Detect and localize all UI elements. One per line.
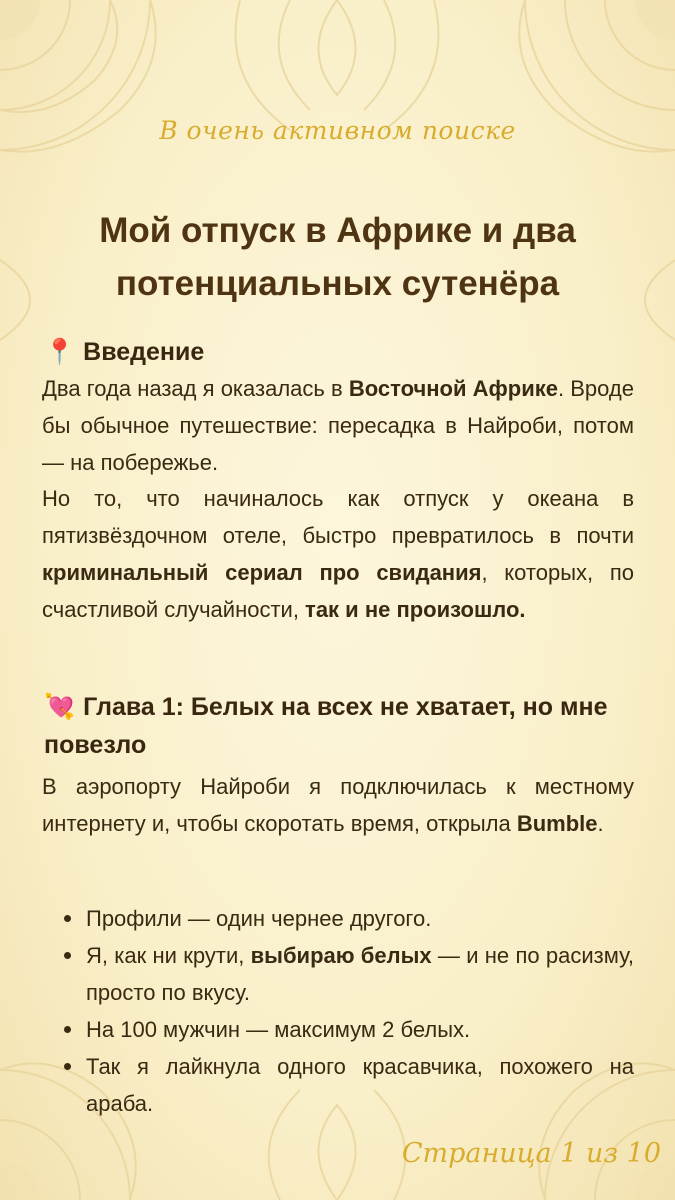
heart-arrow-icon: 💘 xyxy=(44,693,76,721)
ch1-p1-text-2: . xyxy=(597,811,604,836)
intro-p2-text-1: Но то, что начиналось как отпуск у океана в пятизвёздочном отеле, быстро превратилось в почти xyxy=(42,486,634,548)
page-number: Страница 1 из 10 xyxy=(401,1138,661,1169)
bullet-2-bold: выбираю белых xyxy=(250,943,432,968)
chapter1-paragraph-1 xyxy=(42,768,634,842)
intro-paragraph-1 xyxy=(42,370,634,481)
intro-p1-bold-1: Восточной Африке xyxy=(348,376,558,401)
intro-p1-text-1: Два года назад я оказалась в xyxy=(42,376,349,401)
pin-icon: 📍 xyxy=(44,338,76,366)
bullet-1-text: Профили — один чернее другого. xyxy=(86,906,432,931)
bullet-2-text-1: Я, как ни крути, xyxy=(86,943,251,968)
bullet-4-text: Так я лайкнула одного красавчика, похожего на араба. xyxy=(86,1054,634,1116)
intro-heading xyxy=(44,333,636,371)
list-item xyxy=(62,900,634,937)
list-item xyxy=(62,1048,634,1122)
intro-heading-text: Введение xyxy=(83,338,205,366)
chapter1-heading xyxy=(44,688,636,764)
page-title: Мой отпуск в Африке и два потенциальных сутенёра xyxy=(99,211,576,303)
ch1-p1-text-1: В аэропорту Найроби я подключилась к местному интернету и, чтобы скоротать время, открыла xyxy=(42,774,634,836)
intro-p2-bold-1: криминальный сериал про свидания xyxy=(42,560,482,585)
intro-paragraph-2 xyxy=(42,480,634,628)
header-tagline: В очень активном поиске xyxy=(159,116,516,145)
list-item xyxy=(62,937,634,1011)
bullet-2-text-2: — и не по расизму, просто по вкусу. xyxy=(86,943,635,1005)
intro-p2-bold-2: так и не произошло. xyxy=(305,597,526,622)
chapter1-bullet-list xyxy=(62,900,634,1122)
ch1-p1-bold-1: Bumble xyxy=(516,811,598,836)
chapter1-heading-text: Глава 1: Белых на всех не хватает, но мне повезло xyxy=(44,693,608,759)
list-item xyxy=(62,1011,634,1048)
bullet-3-text: На 100 мужчин — максимум 2 белых. xyxy=(86,1017,471,1042)
intro-p2-text-2: , которых, по счастливой случайности, xyxy=(42,560,634,622)
intro-p1-text-2: . Вроде бы обычное путешествие: пересадка в Найроби, потом — на побережье. xyxy=(42,376,634,475)
